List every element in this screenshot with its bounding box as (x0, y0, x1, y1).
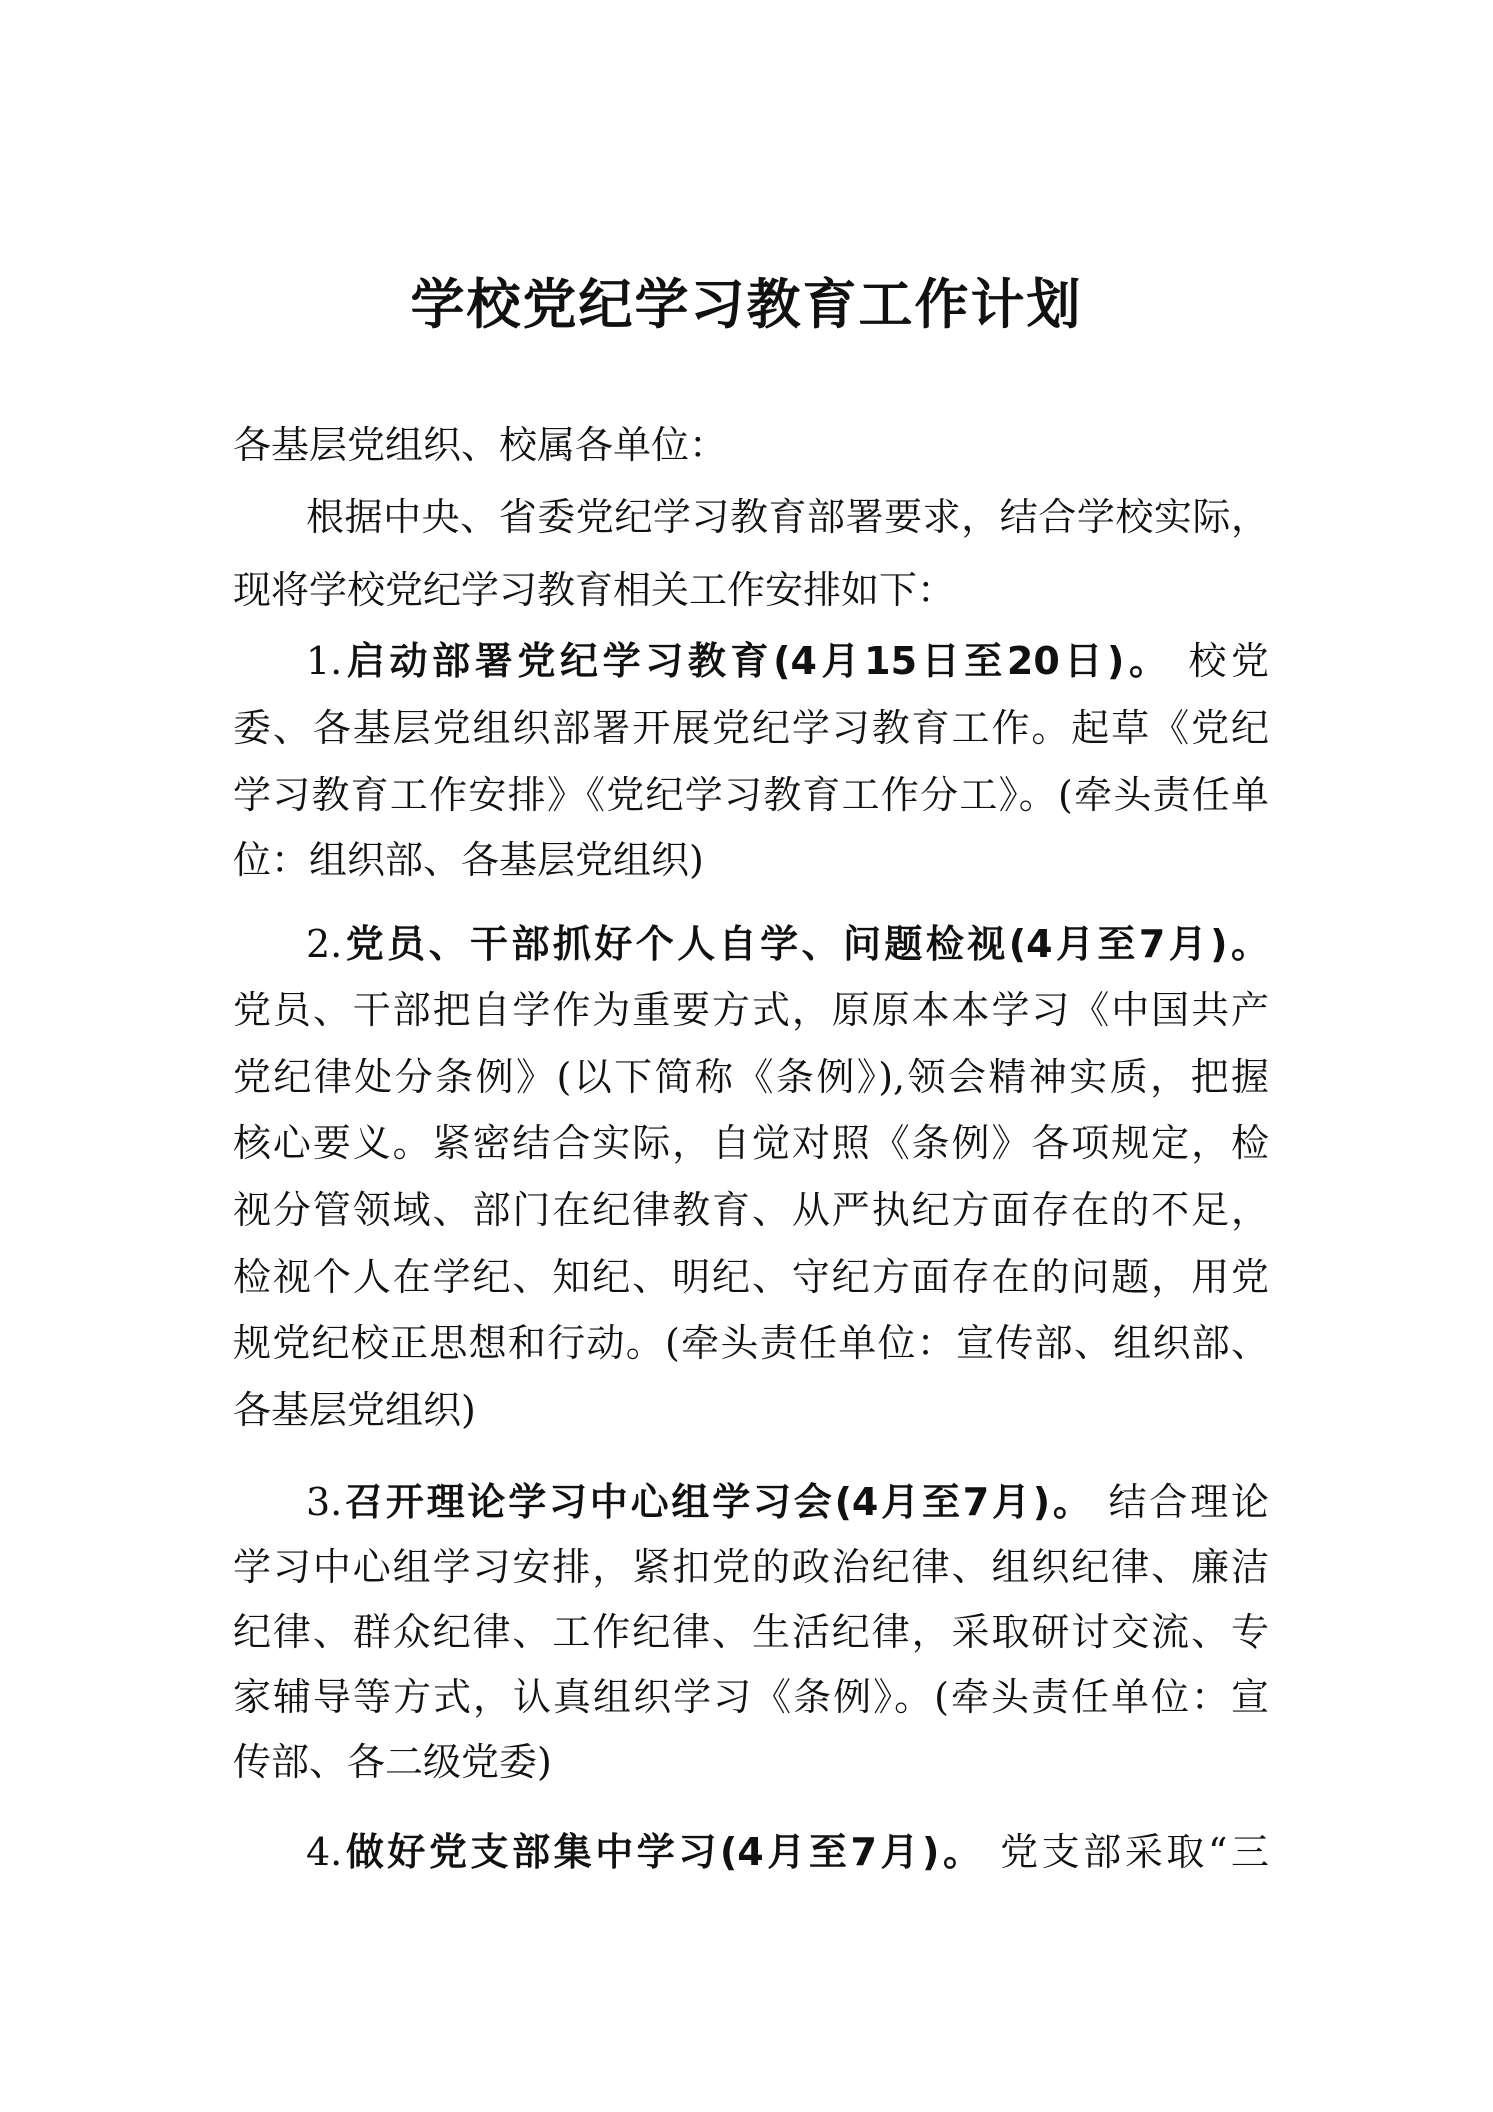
intro-line: 现将学校党纪学习教育相关工作安排如下： (233, 568, 956, 612)
body-line: 学习教育工作安排》《党纪学习教育工作分工》。(牵头责任单 (233, 773, 1269, 817)
item-heading: 党员、干部抓好个人自学、问题检视(4月至7月)。 (342, 922, 1269, 966)
item-3-heading-line (306, 1477, 1269, 1527)
body-line: 学习中心组学习安排，紧扣党的政治纪律、组织纪律、廉洁 (233, 1545, 1269, 1589)
body-line: 视分管领域、部门在纪律教育、从严执纪方面存在的不足， (233, 1188, 1269, 1232)
item-lead: 校党 (1171, 639, 1269, 683)
body-line: 规党纪校正思想和行动。(牵头责任单位：宣传部、组织部、 (233, 1321, 1269, 1365)
body-line: 纪律、群众纪律、工作纪律、生活纪律，采取研讨交流、专 (233, 1610, 1269, 1654)
item-heading: 做好党支部集中学习(4月至7月)。 (342, 1830, 985, 1874)
body-line: 位：组织部、各基层党组织) (233, 838, 704, 882)
item-heading: 启动部署党纪学习教育(4月15日至20日)。 (342, 639, 1172, 683)
body-line: 党员、干部把自学作为重要方式，原原本本学习《中国共产 (233, 988, 1269, 1032)
item-4-heading-line (306, 1827, 1269, 1877)
body-line: 传部、各二级党委) (233, 1740, 552, 1784)
body-line: 检视个人在学纪、知纪、明纪、守纪方面存在的问题，用党 (233, 1255, 1269, 1299)
item-2-heading-line (306, 919, 1269, 969)
body-line: 委、各基层党组织部署开展党纪学习教育工作。起草《党纪 (233, 706, 1269, 750)
body-line: 各基层党组织) (233, 1388, 476, 1432)
item-lead: 结合理论 (1093, 1480, 1269, 1524)
body-line: 家辅导等方式，认真组织学习《条例》。(牵头责任单位：宣 (233, 1675, 1269, 1719)
body-line: 核心要义。紧密结合实际，自觉对照《条例》各项规定，检 (233, 1121, 1269, 1165)
intro-line: 根据中央、省委党纪学习教育部署要求，结合学校实际， (306, 495, 1269, 539)
item-lead: 党支部采取“三 (984, 1830, 1269, 1874)
item-heading: 召开理论学习中心组学习会(4月至7月)。 (342, 1480, 1094, 1524)
item-1-heading-line (306, 636, 1269, 686)
body-line: 党纪律处分条例》(以下简称《条例》),领会精神实质，把握 (233, 1055, 1269, 1099)
document-title: 学校党纪学习教育工作计划 (410, 273, 1083, 336)
item-number: 4. (306, 1830, 343, 1874)
item-number: 2. (306, 922, 343, 966)
item-number: 3. (306, 1480, 343, 1524)
item-number: 1. (306, 639, 343, 683)
salutation: 各基层党组织、校属各单位： (233, 423, 728, 467)
